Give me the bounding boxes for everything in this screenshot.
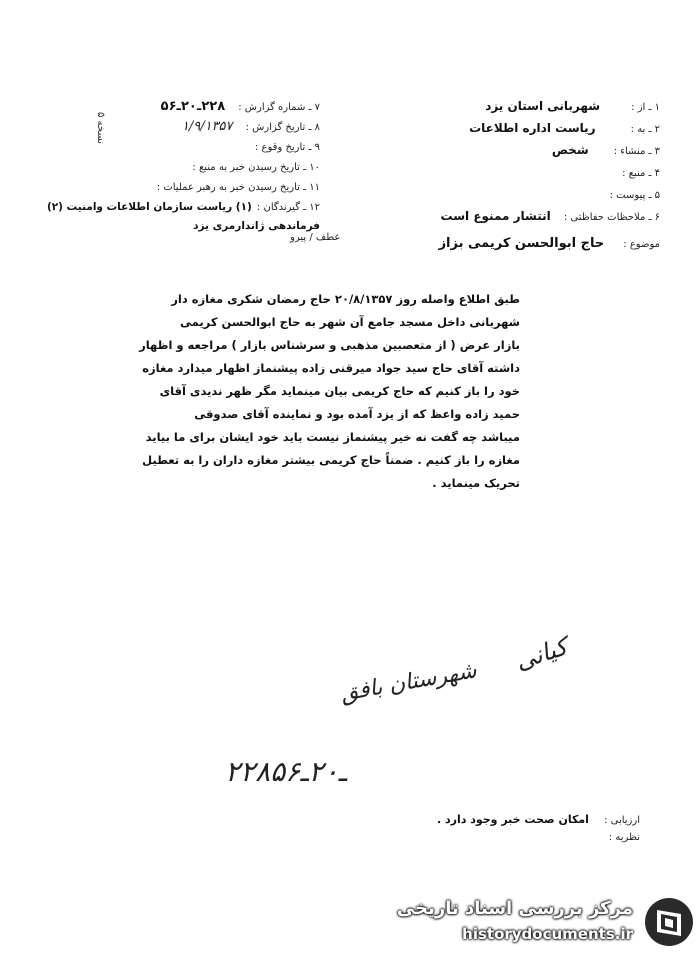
field-news-to-source [30,155,320,175]
field-value: (۱) ریاست سازمان اطلاعات وامنیت (۲) فرماندهی ژاندارمری یزد [46,201,320,232]
body-line: شهربانی داخل مسجد جامع آن شهر به حاج ابوالحسن کریمی [180,315,520,329]
field-source [410,161,660,183]
field-label: ۱۰ ـ تاریخ رسیدن خبر به منبع : [192,162,320,173]
field-label: ۹ ـ تاریخ وقوع : [254,142,320,153]
field-label: ۵ ـ پیوست : [609,190,660,201]
side-note: نسخه ۵ [95,112,106,145]
field-from [410,95,660,117]
body-line: بازار عرض ( از متعصبین مذهبی و سرشناس بازار ) مراجعه و اظهار [139,338,520,352]
body-line: خود را باز کنیم که حاج کریمی بیان مینماید مگر ظهر ندیدی آقای [159,384,520,398]
handwritten-signature-2: شهرستان بافق [338,658,479,707]
body-line: میباشد چه گفت نه خیر پیشنماز نیست باید خود ایشان برای ما بیاید [145,430,520,444]
subject-row [340,232,660,251]
watermark [396,892,695,954]
body-line: حمید زاده واعظ که از یزد آمده بود و نماینده آقای صدوقی [194,407,520,421]
field-recipients [30,195,320,232]
field-event-date [30,135,320,155]
field-label: ۲ ـ به : [630,124,660,135]
watermark-url: historydocuments.ir [462,925,633,943]
field-to [410,117,660,139]
body-line: تحریک مینماید . [432,476,520,490]
field-value: شهربانی استان یزد [485,99,601,113]
field-security-note [410,205,660,227]
body-line: مغازه را باز کنیم . ضمناً حاج کریمی بیشتر مغازه داران را به تعطیل [142,453,520,467]
field-value: انتشار ممنوع است [440,209,551,223]
handwritten-number: ۲۲۸ـ۲۰ـ۵۶ [225,755,347,788]
field-value: ریاست اداره اطلاعات [469,121,596,135]
body-line: داشته آقای حاج سید جواد میرقنی زاده پیشنماز اظهار میدارد مغازه [142,361,520,375]
field-label: ۱ ـ از : [631,102,660,113]
evaluation-row [340,808,640,827]
field-origin [410,139,660,161]
watermark-name: مرکز بررسی اسناد تاریخی [396,898,633,919]
subject-value: حاج ابوالحسن کریمی بزاز [438,236,605,251]
field-label: ۷ ـ شماره گزارش : [238,102,320,113]
reference-label: عطف / پیرو [290,232,341,243]
field-label: ۴ ـ منبع : [622,168,660,179]
evaluation-label: ارزیابی : [604,815,640,826]
header-right [410,95,660,227]
field-label: ۶ ـ ملاحظات حفاظتی : [563,212,660,223]
field-label: ۱۲ ـ گیرندگان : [256,202,320,213]
report-body [139,292,520,499]
header-left [30,95,320,232]
handwritten-signature-1: کیانی [511,632,571,676]
field-news-to-leader [30,175,320,195]
field-label: ۳ ـ منشاء : [613,146,660,157]
field-value: ۱/۹/۱۳۵۷ [181,119,233,134]
watermark-logo-icon [643,896,695,948]
evaluation-value: امکان صحت خبر وجود دارد . [436,813,589,826]
subject-label: موضوع : [623,239,660,250]
field-label: ۸ ـ تاریخ گزارش : [245,122,320,133]
field-label: ۱۱ ـ تاریخ رسیدن خبر به رهبر عملیات : [156,182,320,193]
field-attachment [410,183,660,205]
field-value: شخص [551,143,589,157]
opinion-label: نظریه : [608,832,640,843]
field-report-date [30,115,320,135]
body-line: طبق اطلاع واصله روز ۲۰/۸/۱۳۵۷ حاج رمضان شکری مغازه دار [171,292,520,306]
field-value: ۲۲۸ـ۲۰ـ۵۶ [160,99,226,114]
field-report-number [30,95,320,115]
